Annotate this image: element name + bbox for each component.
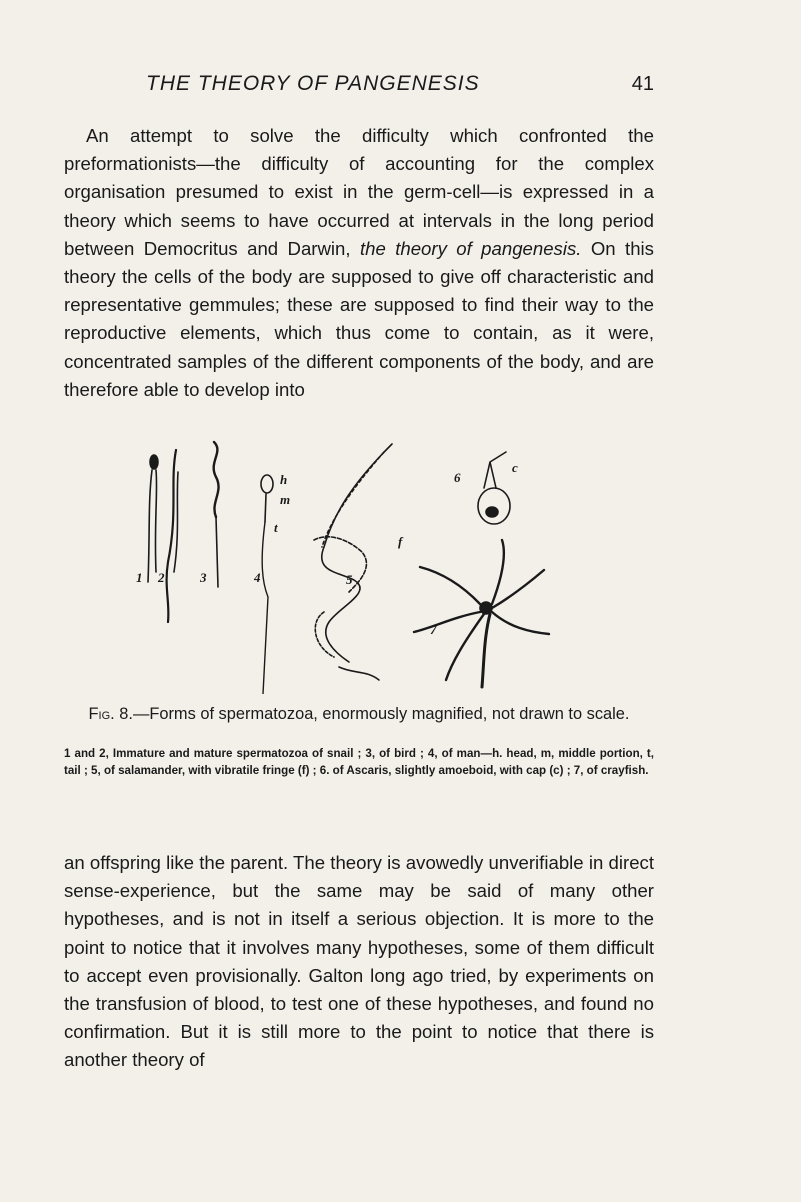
spermatozoon-2-snail-mature xyxy=(167,450,178,622)
page-header xyxy=(64,72,654,96)
figure-label-f: f xyxy=(398,534,403,549)
figure-label-3: 3 xyxy=(200,570,207,585)
spermatozoon-3-bird xyxy=(214,442,219,587)
figure-label-2: 2 xyxy=(158,570,165,585)
figure-caption-text: —Forms of spermatozoa, enormously magnified, not drawn to scale. xyxy=(132,705,630,723)
figure-label-c: c xyxy=(512,460,518,475)
spermatozoon-5-salamander xyxy=(314,444,392,680)
spermatozoa-figure xyxy=(134,422,554,694)
figure-label-7: 7 xyxy=(430,622,437,637)
figure-legend: 1 and 2, Immature and mature spermatozoa of snail ; 3, of bird ; 4, of man—h. head, m, middle portion, t, tail ; 5, of salamander, with vibratile fringe (f) ; 6. of Ascaris, slightly amoeboid, with cap (c) ; 7, of crayfish. xyxy=(64,747,654,777)
figure-caption-label: Fig. 8. xyxy=(88,705,133,723)
figure-label-5: 5 xyxy=(346,572,353,587)
paragraph-1-text: An attempt to solve the difficulty which confronted the preformationists—the difficulty of accounting for the complex organisation presumed to exist in the germ-cell—is expressed in a theory which seems to have occurred at intervals in the long period between Democritus and Darwin, xyxy=(64,125,654,259)
running-title: THE THEORY OF PANGENESIS xyxy=(146,72,480,95)
spermatozoon-6-ascaris xyxy=(478,452,510,524)
paragraph-1-text-end: On this theory the cells of the body are supposed to give off characteristic and representative gemmules; these are supposed to find their way to the reproductive elements, which thus come to contain, as it were, concentrated samples of the different components of the body, and are therefore able to develop into xyxy=(64,237,654,400)
page-number: 41 xyxy=(631,73,654,95)
spermatozoon-1-snail-immature xyxy=(148,455,158,582)
figure-label-h: h xyxy=(280,472,288,487)
paragraph-2: an offspring like the parent. The theory is avowedly unverifiable in direct sense-experience, but the same may be said of many other hypotheses, and is not in itself a serious objection. It is more to the point to notice that it involves many hypotheses, some of them difficult to accept even provisionally. Galton long ago tried, by experiments on the transfusion of blood, to test one of these hypotheses, and found no confirmation. But it is still more to the point to notice that there is another theory of xyxy=(64,852,654,1071)
paragraph-1 xyxy=(64,122,654,404)
figure-label-m: m xyxy=(280,492,291,507)
paragraph-1-emphasis: the theory of pangenesis. xyxy=(359,237,582,259)
spermatozoon-7-crayfish xyxy=(414,540,549,687)
figure-label-t: t xyxy=(274,520,278,535)
spermatozoon-4-man xyxy=(261,475,273,694)
figure-label-1: 1 xyxy=(136,570,143,585)
figure-caption xyxy=(64,703,654,725)
figure-label-4: 4 xyxy=(254,570,261,585)
figure-label-6: 6 xyxy=(454,470,461,485)
